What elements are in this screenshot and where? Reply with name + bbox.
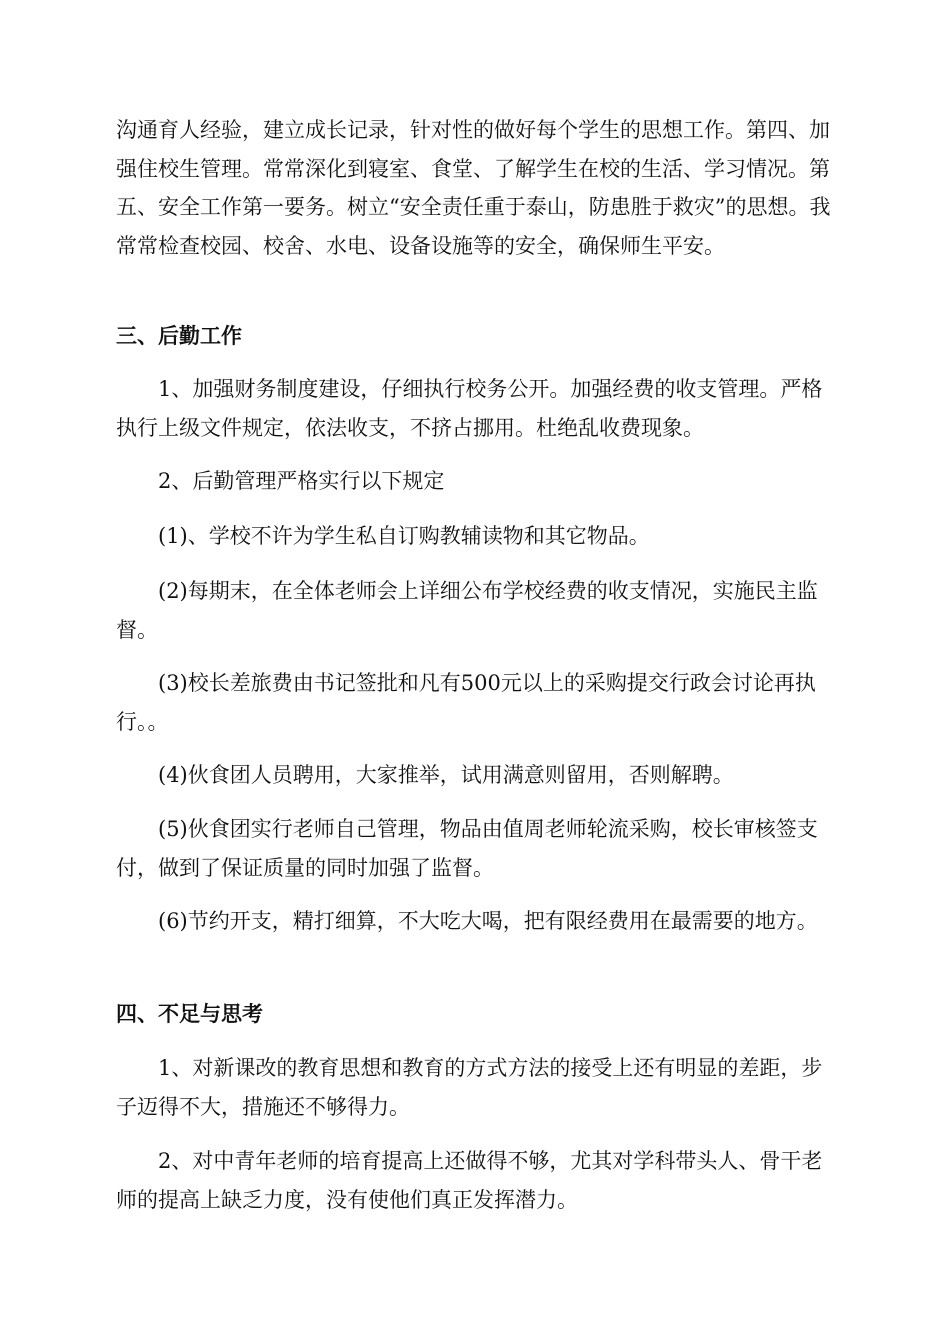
- section-heading-shortcomings: 四、不足与思考: [116, 1001, 263, 1026]
- paragraph-shortcoming-2: 2、对中青年老师的培育提高上还做得不够，尤其对学科带头人、骨干老师的提高上缺乏力度，没有使他们真正发挥潜力。: [116, 1149, 823, 1212]
- list-item-4: (4)伙食团人员聘用，大家推举，试用满意则留用，否则解聘。: [158, 763, 734, 787]
- paragraph-shortcoming-1: 1、对新课改的教育思想和教育的方式方法的接受上还有明显的差距，步子迈得不大，措施还不够得力。: [116, 1056, 823, 1119]
- paragraph-rules-intro: 2、后勤管理严格实行以下规定: [158, 469, 445, 493]
- section-heading-logistics: 三、后勤工作: [116, 323, 242, 348]
- list-item-3: (3)校长差旅费由书记签批和凡有500元以上的采购提交行政会讨论再执行。。: [116, 671, 816, 734]
- paragraph-continued: 沟通育人经验，建立成长记录，针对性的做好每个学生的思想工作。第四、加强住校生管理。常常深化到寝室、食堂、了解学生在校的生活、学习情况。第五、安全工作第一要务。树立“安全责任重于泰山，防患胜于救灾”的思想。我常常检查校园、校舍、水电、设备设施等的安全，确保师生平安。: [116, 118, 831, 258]
- list-item-6: (6)节约开支，精打细算，不大吃大喝，把有限经费用在最需要的地方。: [158, 909, 818, 933]
- list-item-1: (1)、学校不许为学生私自订购教辅读物和其它物品。: [158, 524, 650, 548]
- list-item-5: (5)伙食团实行老师自己管理，物品由值周老师轮流采购，校长审核签支付，做到了保证质量的同时加强了监督。: [116, 817, 818, 880]
- paragraph-finance: 1、加强财务制度建设，仔细执行校务公开。加强经费的收支管理。严格执行上级文件规定，依法收支，不挤占挪用。杜绝乱收费现象。: [116, 377, 823, 440]
- list-item-2: (2)每期末，在全体老师会上详细公布学校经费的收支情况，实施民主监督。: [116, 579, 818, 642]
